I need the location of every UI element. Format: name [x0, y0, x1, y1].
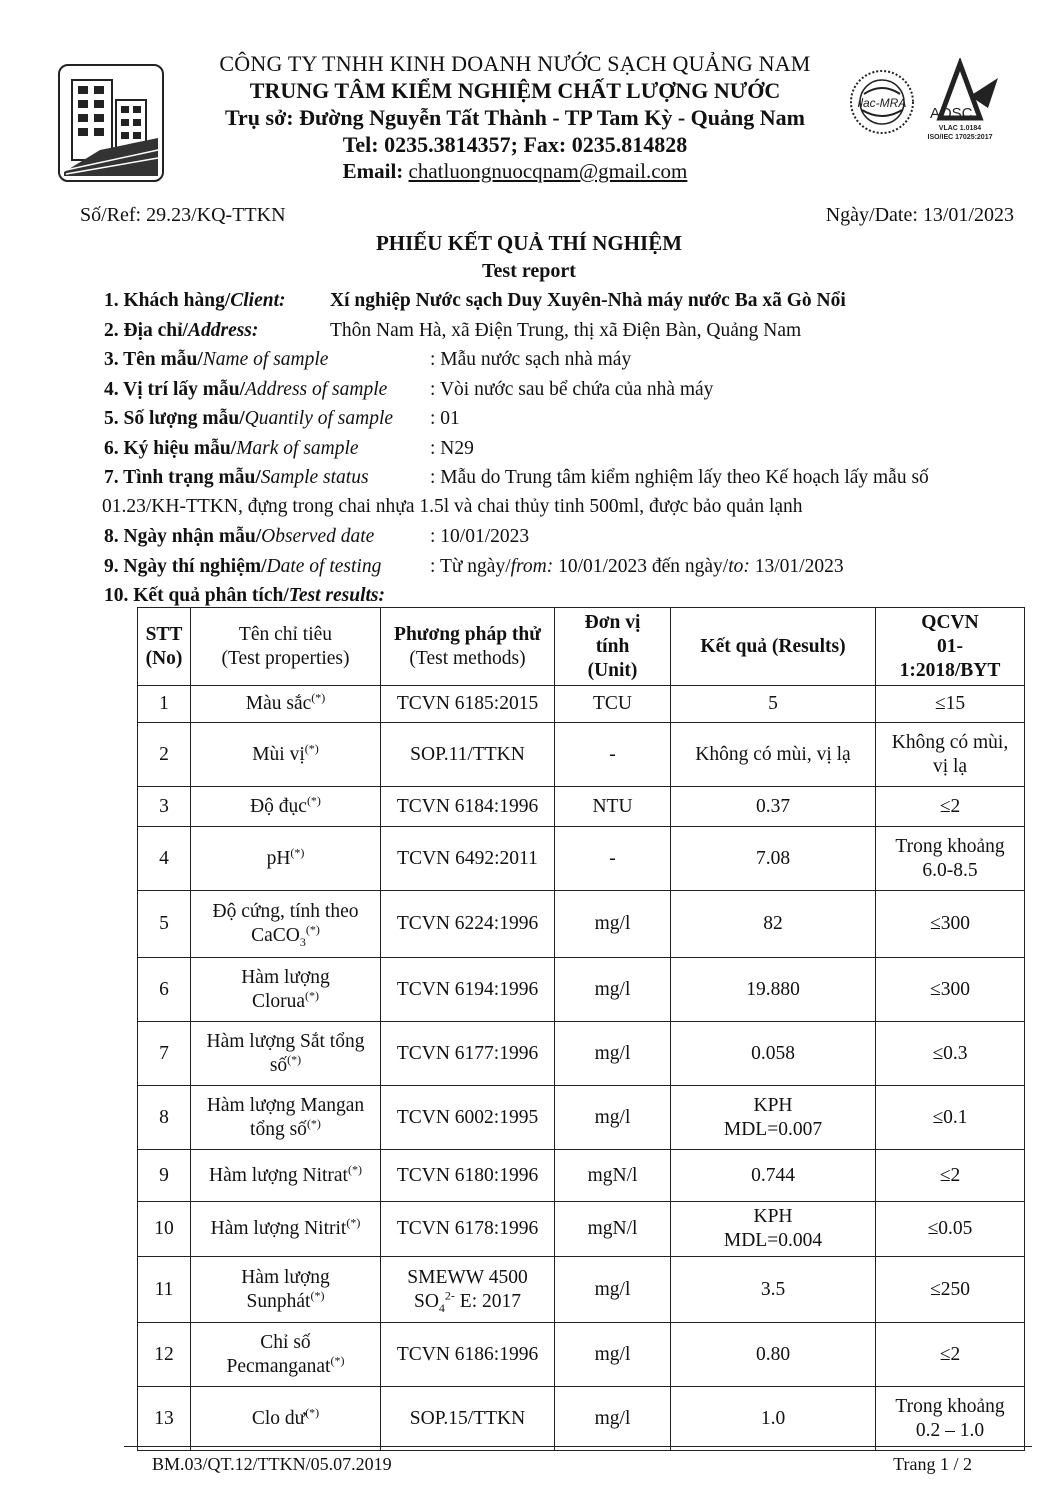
mark-label-en: Mark of sample — [236, 437, 359, 459]
testing-label: 9. Ngày thí nghiệm/ — [104, 555, 267, 577]
cell-result: 7.08 — [671, 827, 876, 891]
testing-from-en: from: — [510, 555, 554, 577]
info-testing-date — [104, 552, 1004, 582]
address-value: Thôn Nam Hà, xã Điện Trung, thị xã Điện Bàn, Quảng Nam — [330, 319, 802, 341]
table-row — [138, 787, 1025, 827]
header-std-text3: 1:2018/BYT — [899, 659, 1001, 681]
accredited-mark: (*) — [287, 1052, 302, 1066]
limit-line2: 6.0-8.5 — [922, 859, 978, 881]
vilas-text-2: ISO/IEC 17025:2017 — [927, 134, 993, 141]
vilas-text-1: VLAC 1.0184 — [938, 125, 982, 132]
letterhead — [150, 50, 880, 185]
header-methods — [381, 608, 555, 686]
info-address — [104, 316, 1004, 346]
cell-no: 5 — [138, 891, 191, 958]
limit-line1: Không có mùi, — [891, 731, 1009, 753]
sample-address-label: 4. Vị trí lấy mẫu/ — [104, 378, 246, 400]
cell-method: TCVN 6178:1996 — [381, 1202, 555, 1257]
address-label-en: Address: — [187, 319, 259, 341]
accredited-mark: (*) — [330, 1353, 345, 1367]
property-name-line1: Độ cứng, tính theo — [212, 901, 359, 922]
observed-label: 8. Ngày nhận mẫu/ — [104, 526, 262, 547]
cell-result: 3.5 — [671, 1257, 876, 1323]
header-unit-text3: (Unit) — [587, 659, 638, 681]
limit-line1: Trong khoảng — [895, 1395, 1005, 1417]
title-vi: PHIẾU KẾT QUẢ THÍ NGHIỆM — [375, 231, 683, 255]
testing-value — [430, 552, 844, 582]
page-number: Trang 1 / 2 — [893, 1454, 972, 1474]
cell-property — [191, 1387, 381, 1451]
company-logo — [58, 64, 164, 182]
result-line2: MDL=0.004 — [723, 1230, 823, 1251]
cell-unit: mgN/l — [555, 1202, 671, 1257]
cell-unit: NTU — [555, 787, 671, 827]
quantity-label-en: Quantily of sample — [244, 408, 394, 429]
table-row — [138, 1022, 1025, 1086]
observed-label-en: Observed date — [261, 526, 375, 547]
cell-property — [191, 891, 381, 958]
sample-address-value: : Vòi nước sau bể chứa của nhà máy — [430, 378, 714, 400]
center-name: TRUNG TÂM KIỂM NGHIỆM CHẤT LƯỢNG NƯỚC — [249, 78, 781, 103]
cell-no: 13 — [138, 1387, 191, 1451]
cell-limit: ≤15 — [876, 686, 1025, 723]
cell-no: 4 — [138, 827, 191, 891]
header-no — [138, 608, 191, 686]
table-row — [138, 827, 1025, 891]
cell-limit: ≤300 — [876, 958, 1025, 1022]
cell-limit: ≤2 — [876, 1323, 1025, 1387]
header-prop-text-en: (Test properties) — [221, 647, 350, 669]
cell-method: TCVN 6180:1996 — [381, 1150, 555, 1202]
cell-limit: ≤300 — [876, 891, 1025, 958]
observed-value: : 10/01/2023 — [430, 526, 530, 547]
page-footer — [152, 1454, 972, 1475]
cell-property — [191, 1202, 381, 1257]
cell-result: 0.744 — [671, 1150, 876, 1202]
cell-result: Không có mùi, vị lạ — [671, 723, 876, 787]
sample-info — [104, 286, 1004, 611]
cell-method: SOP.11/TTKN — [381, 723, 555, 787]
cell-property — [191, 1022, 381, 1086]
cell-property — [191, 1323, 381, 1387]
method-line2: SO — [413, 1290, 439, 1312]
cell-limit — [876, 723, 1025, 787]
ilac-text: ilac-MRA — [857, 96, 907, 110]
result-line2: MDL=0.007 — [723, 1118, 823, 1140]
cell-no: 12 — [138, 1323, 191, 1387]
client-label: 1. Khách hàng/ — [104, 290, 231, 311]
sample-name-label-en: Name of sample — [202, 349, 329, 370]
cell-method: TCVN 6185:2015 — [381, 686, 555, 723]
accredited-mark: (*) — [305, 922, 320, 937]
header-unit-text1: Đơn vị — [584, 611, 641, 633]
property-name: Độ đục — [250, 795, 307, 817]
cell-property — [191, 686, 381, 723]
accredited-mark: (*) — [305, 988, 320, 1002]
cell-no: 9 — [138, 1150, 191, 1202]
method-superscript: 2- — [444, 1288, 455, 1302]
method-line1: SMEWW 4500 — [407, 1266, 528, 1288]
cell-no: 1 — [138, 686, 191, 723]
results-table — [137, 607, 1025, 1451]
phone-fax: Tel: 0235.3814357; Fax: 0235.814828 — [342, 132, 688, 157]
cell-unit: mg/l — [555, 958, 671, 1022]
status-label: 7. Tình trạng mẫu/ — [104, 467, 261, 488]
ref-number: Số/Ref: 29.23/KQ-TTKN — [80, 204, 286, 226]
head-office-address: Trụ sở: Đường Nguyễn Tất Thành - TP Tam Kỳ - Quảng Nam — [225, 105, 805, 130]
address-label: 2. Địa chỉ/ — [104, 319, 188, 341]
email-label: Email: — [342, 159, 404, 183]
cell-result: 0.80 — [671, 1323, 876, 1387]
property-name-line2: số — [269, 1054, 288, 1076]
cell-result: 5 — [671, 686, 876, 723]
info-quantity — [104, 404, 1004, 434]
accredited-mark: (*) — [306, 793, 321, 807]
testing-to-en: to: — [728, 555, 750, 577]
header-no-text: STT — [145, 623, 183, 645]
cell-result: 1.0 — [671, 1387, 876, 1451]
cell-property — [191, 787, 381, 827]
email-line — [150, 158, 880, 185]
status-value-line1: : Mẫu do Trung tâm kiểm nghiệm lấy theo Kế hoạch lấy mẫu số — [430, 467, 929, 488]
building-logo-icon — [60, 66, 162, 180]
info-status — [104, 463, 1004, 522]
property-subscript: 3 — [299, 934, 306, 949]
results-label-en: Test results: — [288, 585, 386, 606]
accredited-mark: (*) — [290, 845, 305, 859]
header-results: Kết quả (Results) — [671, 608, 876, 686]
company-name: CÔNG TY TNHH KINH DOANH NƯỚC SẠCH QUẢNG NAM — [219, 51, 811, 76]
header-method-text: Phương pháp thử — [394, 623, 541, 645]
method-subscript: 4 — [438, 1300, 445, 1315]
cell-limit — [876, 827, 1025, 891]
report-title — [0, 228, 1058, 284]
cell-limit: ≤250 — [876, 1257, 1025, 1323]
cell-no: 10 — [138, 1202, 191, 1257]
cell-unit: mg/l — [555, 1086, 671, 1150]
property-name: pH — [266, 847, 291, 869]
property-name: Hàm lượng Nitrat — [209, 1164, 348, 1186]
cell-unit: mg/l — [555, 1257, 671, 1323]
client-value: Xí nghiệp Nước sạch Duy Xuyên-Nhà máy nước Ba xã Gò Nổi — [330, 290, 846, 311]
email-link[interactable]: chatluongnuocqnam@gmail.com — [408, 159, 688, 183]
cell-result — [671, 1202, 876, 1257]
cell-method: TCVN 6177:1996 — [381, 1022, 555, 1086]
accredited-mark: (*) — [347, 1162, 362, 1176]
accredited-mark: (*) — [306, 1116, 321, 1130]
table-row — [138, 891, 1025, 958]
accreditation-icon — [848, 58, 1018, 158]
cell-unit: mg/l — [555, 1022, 671, 1086]
ref-date: Ngày/Date: 13/01/2023 — [825, 204, 1014, 226]
accredited-mark: (*) — [304, 741, 319, 755]
cell-method — [381, 1257, 555, 1323]
cell-method: TCVN 6186:1996 — [381, 1323, 555, 1387]
property-name-line2: Pecmanganat — [226, 1355, 331, 1377]
cell-unit: mgN/l — [555, 1150, 671, 1202]
reference-line — [80, 204, 1014, 227]
cell-method: TCVN 6224:1996 — [381, 891, 555, 958]
quantity-value: : 01 — [430, 408, 460, 429]
cell-limit — [876, 1387, 1025, 1451]
property-name: Màu sắc — [245, 693, 312, 714]
table-row — [138, 723, 1025, 787]
property-name-line2: Sunphát — [246, 1290, 311, 1312]
cell-no: 7 — [138, 1022, 191, 1086]
cell-limit: ≤0.05 — [876, 1202, 1025, 1257]
status-value-line2: 01.23/KH-TTKN, đựng trong chai nhựa 1.5l và chai thủy tinh 500ml, được bảo quản lạnh — [102, 496, 803, 517]
accredited-mark: (*) — [346, 1215, 361, 1230]
header-no-text-en: (No) — [145, 647, 183, 669]
accredited-mark: (*) — [305, 1405, 320, 1419]
cell-limit: ≤2 — [876, 1150, 1025, 1202]
mark-value: : N29 — [430, 437, 474, 459]
table-row — [138, 1086, 1025, 1150]
info-sample-name — [104, 345, 1004, 375]
table-row — [138, 686, 1025, 723]
header-unit-text2: tính — [595, 635, 630, 657]
cell-no: 8 — [138, 1086, 191, 1150]
cell-method: TCVN 6002:1995 — [381, 1086, 555, 1150]
header-std-text2: 01- — [937, 635, 963, 657]
limit-line2: vị lạ — [932, 755, 968, 777]
info-mark — [104, 434, 1004, 464]
cell-no: 6 — [138, 958, 191, 1022]
cell-result: 0.058 — [671, 1022, 876, 1086]
property-name-line1: Hàm lượng — [241, 966, 330, 988]
cell-unit: mg/l — [555, 1323, 671, 1387]
results-label: 10. Kết quả phân tích/ — [104, 585, 289, 606]
info-client — [104, 286, 1004, 316]
cell-property — [191, 827, 381, 891]
cell-unit: TCU — [555, 686, 671, 723]
quantity-label: 5. Số lượng mẫu/ — [104, 408, 245, 429]
title-en: Test report — [482, 260, 576, 282]
table-row — [138, 1150, 1025, 1202]
testing-to: 13/01/2023 — [749, 555, 844, 577]
property-name: Clo dư — [251, 1407, 306, 1429]
accredited-mark: (*) — [311, 690, 326, 705]
cell-unit: mg/l — [555, 891, 671, 958]
cell-limit: ≤0.1 — [876, 1086, 1025, 1150]
cell-method: SOP.15/TTKN — [381, 1387, 555, 1451]
property-name: Mùi vị — [252, 743, 305, 765]
cell-unit: - — [555, 723, 671, 787]
property-name-line2: tổng số — [250, 1118, 307, 1140]
sample-name-label: 3. Tên mẫu/ — [104, 349, 203, 370]
property-name-line1: Hàm lượng — [241, 1266, 330, 1288]
method-line2-end: E: 2017 — [454, 1290, 522, 1312]
header-method-text-en: (Test methods) — [409, 647, 526, 669]
cell-unit: mg/l — [555, 1387, 671, 1451]
table-row — [138, 958, 1025, 1022]
cell-method: TCVN 6184:1996 — [381, 787, 555, 827]
property-name-line1: Chỉ số — [260, 1331, 311, 1353]
testing-from: 10/01/2023 đến ngày/ — [553, 555, 729, 577]
result-line1: KPH — [753, 1094, 793, 1116]
cell-unit: - — [555, 827, 671, 891]
cell-result: 19.880 — [671, 958, 876, 1022]
testing-label-en: Date of testing — [266, 555, 382, 577]
footer-divider — [124, 1446, 1032, 1447]
cell-limit: ≤2 — [876, 787, 1025, 827]
cell-result — [671, 1086, 876, 1150]
header-standard — [876, 608, 1025, 686]
limit-line2: 0.2 – 1.0 — [915, 1419, 985, 1441]
info-sample-address — [104, 375, 1004, 405]
accreditation-logos — [848, 58, 1018, 158]
property-name-line1: Hàm lượng Sắt tổng — [206, 1030, 365, 1052]
cell-no: 11 — [138, 1257, 191, 1323]
cell-property — [191, 1086, 381, 1150]
info-observed-date — [104, 522, 1004, 552]
sample-address-label-en: Address of sample — [245, 378, 388, 400]
sample-name-value: : Mẫu nước sạch nhà máy — [430, 349, 632, 370]
testing-prefix: : Từ ngày/ — [430, 555, 511, 577]
table-row — [138, 1202, 1025, 1257]
status-label-en: Sample status — [260, 467, 369, 488]
client-label-en: Client: — [230, 290, 286, 311]
limit-line1: Trong khoảng — [895, 835, 1005, 857]
cell-property — [191, 958, 381, 1022]
aosc-text: AOSC — [930, 105, 973, 122]
header-std-text1: QCVN — [921, 611, 979, 633]
header-properties — [191, 608, 381, 686]
property-name: Hàm lượng Nitrit — [210, 1218, 347, 1239]
table-row — [138, 1387, 1025, 1451]
cell-limit: ≤0.3 — [876, 1022, 1025, 1086]
cell-result: 0.37 — [671, 787, 876, 827]
mark-label: 6. Ký hiệu mẫu/ — [104, 437, 237, 459]
header-unit — [555, 608, 671, 686]
result-line1: KPH — [753, 1206, 793, 1227]
cell-method: TCVN 6492:2011 — [381, 827, 555, 891]
cell-result: 82 — [671, 891, 876, 958]
accredited-mark: (*) — [310, 1288, 325, 1302]
cell-no: 2 — [138, 723, 191, 787]
table-row — [138, 1323, 1025, 1387]
property-name-line2: CaCO — [251, 925, 300, 946]
header-prop-text: Tên chỉ tiêu — [238, 623, 333, 645]
table-header-row — [138, 608, 1025, 686]
cell-property — [191, 1150, 381, 1202]
table-row — [138, 1257, 1025, 1323]
form-code: BM.03/QT.12/TTKN/05.07.2019 — [152, 1454, 392, 1474]
cell-method: TCVN 6194:1996 — [381, 958, 555, 1022]
cell-property — [191, 723, 381, 787]
property-name-line2: Clorua — [251, 990, 306, 1012]
cell-no: 3 — [138, 787, 191, 827]
cell-property — [191, 1257, 381, 1323]
property-name-line1: Hàm lượng Mangan — [206, 1094, 365, 1116]
